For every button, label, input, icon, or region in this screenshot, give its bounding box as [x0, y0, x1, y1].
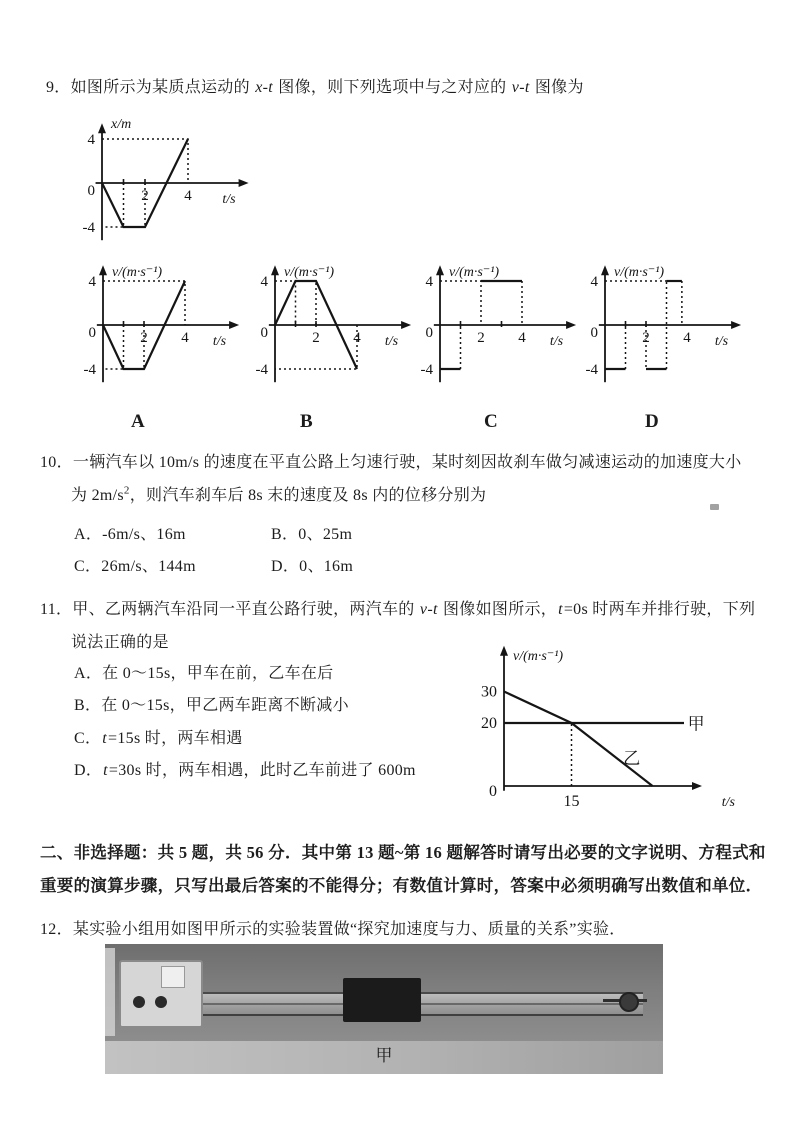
photo-left-strip [105, 948, 115, 1036]
section-2-header-line1: 二、非选择题：共 5 题，共 56 分．其中第 13 题~第 16 题解答时请写出必要的文字说明、方程式和 [40, 843, 766, 862]
xt-graph [64, 104, 309, 261]
svg-text:甲: 甲 [687, 714, 705, 734]
svg-text:15: 15 [563, 793, 580, 810]
svg-text:v/(m·s⁻¹): v/(m·s⁻¹) [614, 265, 665, 280]
question-10-line2 [71, 482, 486, 505]
svg-text:x/m: x/m [111, 117, 132, 132]
q10-option-a: A．-6m/s、16m [74, 526, 186, 543]
svg-text:2: 2 [140, 330, 148, 346]
svg-text:4: 4 [87, 132, 95, 148]
svg-text:0: 0 [489, 783, 497, 800]
q9-text-part: 9．如图所示为某质点运动的 [46, 79, 255, 96]
svg-text:0: 0 [590, 325, 598, 341]
q11-vt-variable: v-t [419, 601, 438, 618]
svg-text:-4: -4 [82, 220, 95, 236]
pulley [603, 990, 647, 1012]
q11-option-d [74, 757, 416, 780]
svg-text:4: 4 [683, 330, 691, 346]
svg-text:-4: -4 [585, 362, 598, 378]
vt-option-graph-d [578, 252, 750, 409]
q10-option-d: D．0、16m [271, 558, 354, 575]
svg-text:30: 30 [481, 683, 497, 701]
svg-text:2: 2 [642, 330, 650, 346]
svg-text:t/s: t/s [212, 334, 227, 349]
question-9-text [46, 74, 584, 97]
option-letter-b: B [300, 411, 313, 432]
timer-device [119, 960, 203, 1028]
option-letter-c: C [484, 411, 498, 432]
svg-text:t/s: t/s [714, 334, 729, 349]
svg-text:0: 0 [425, 325, 433, 341]
q9-xt-variable: x-t [255, 79, 273, 96]
svg-text:4: 4 [88, 274, 96, 290]
photo-caption-band [105, 1041, 663, 1074]
svg-text:2: 2 [477, 330, 485, 346]
question-11-line1 [40, 596, 755, 619]
svg-text:-4: -4 [420, 362, 433, 378]
svg-text:2: 2 [312, 330, 320, 346]
section-2-header-line2: 重要的演算步骤，只写出最后答案的不能得分；有数值计算时，答案中必须明确写出数值和单位． [40, 876, 763, 895]
svg-text:2: 2 [141, 188, 149, 204]
q11-optc-variable: t [102, 730, 108, 747]
svg-text:4: 4 [184, 188, 192, 204]
svg-text:t/s: t/s [222, 192, 236, 207]
option-letter-a: A [131, 411, 145, 432]
svg-text:v/(m·s⁻¹): v/(m·s⁻¹) [112, 265, 163, 280]
scan-smudge [710, 504, 719, 510]
svg-text:4: 4 [590, 274, 598, 290]
apparatus-photo [105, 944, 663, 1074]
q11-option-c [74, 725, 243, 748]
svg-text:t/s: t/s [549, 334, 564, 349]
svg-text:v/(m·s⁻¹): v/(m·s⁻¹) [284, 265, 335, 280]
svg-text:t/s: t/s [384, 334, 399, 349]
photo-background [105, 944, 663, 1041]
timer-knob [133, 996, 145, 1008]
svg-text:4: 4 [181, 330, 189, 346]
q11-text-part: =0s 时两车并排行驶，下列 [563, 601, 756, 618]
photo-label: 甲 [375, 1046, 393, 1065]
q11-optd-variable: t [103, 762, 108, 779]
question-11-line2: 说法正确的是 [71, 634, 169, 651]
option-letter-d: D [645, 411, 659, 432]
q9-text-part: 图像为 [530, 79, 584, 96]
svg-text:0: 0 [87, 183, 95, 199]
q10-option-b: B．0、25m [271, 526, 353, 543]
svg-text:4: 4 [425, 274, 433, 290]
svg-text:4: 4 [260, 274, 268, 290]
q11-t-variable: t [558, 601, 563, 618]
q11-option-a: A．在 0～15s，甲车在前，乙车在后 [74, 665, 334, 682]
timer-window [161, 966, 185, 988]
svg-text:4: 4 [518, 330, 526, 346]
vt-option-graph-a [76, 252, 248, 409]
question-12-text: 12．某实验小组用如图甲所示的实验装置做“探究加速度与力、质量的关系”实验． [40, 921, 626, 938]
q11-option-b: B．在 0～15s，甲乙两车距离不断减小 [74, 697, 349, 714]
svg-text:乙: 乙 [623, 748, 641, 768]
q11-optc-part: C． [74, 730, 102, 747]
q11-optd-part: =30s 时，两车相遇，此时乙车前进了 600m [108, 762, 416, 779]
pulley-wheel [619, 992, 639, 1012]
svg-text:0: 0 [88, 325, 96, 341]
q11-optd-part: D． [74, 762, 103, 779]
q10-superscript: 2 [123, 484, 130, 497]
svg-text:-4: -4 [83, 362, 96, 378]
q11-text-part: 11．甲、乙两辆汽车沿同一平直公路行驶，两汽车的 [40, 601, 419, 618]
q10-text-part: ，则汽车刹车后 8s 末的速度及 8s 内的位移分别为 [129, 487, 487, 504]
q9-vt-variable: v-t [511, 79, 530, 96]
q11-text-part: 图像如图所示， [438, 601, 558, 618]
svg-text:4: 4 [353, 330, 361, 346]
svg-text:-4: -4 [255, 362, 268, 378]
svg-text:t/s: t/s [721, 795, 735, 810]
vt-option-graph-c [413, 252, 585, 409]
q11-vt-cars-graph [452, 638, 747, 825]
svg-text:20: 20 [481, 715, 497, 732]
cart-block [343, 978, 421, 1022]
svg-text:v/(m·s⁻¹): v/(m·s⁻¹) [513, 649, 564, 664]
q11-optc-part: =15s 时，两车相遇 [108, 730, 243, 747]
q10-text-part: 为 2m/s [71, 487, 124, 504]
timer-knob [155, 996, 167, 1008]
question-10-line1: 10．一辆汽车以 10m/s 的速度在平直公路上匀速行驶，某时刻因故刹车做匀减速运动的加速度大小 [40, 454, 742, 471]
svg-text:v/(m·s⁻¹): v/(m·s⁻¹) [449, 265, 500, 280]
svg-text:0: 0 [260, 325, 268, 341]
q9-text-part: 图像，则下列选项中与之对应的 [273, 79, 511, 96]
q10-option-c: C．26m/s、144m [74, 558, 196, 575]
vt-option-graph-b [248, 252, 420, 409]
